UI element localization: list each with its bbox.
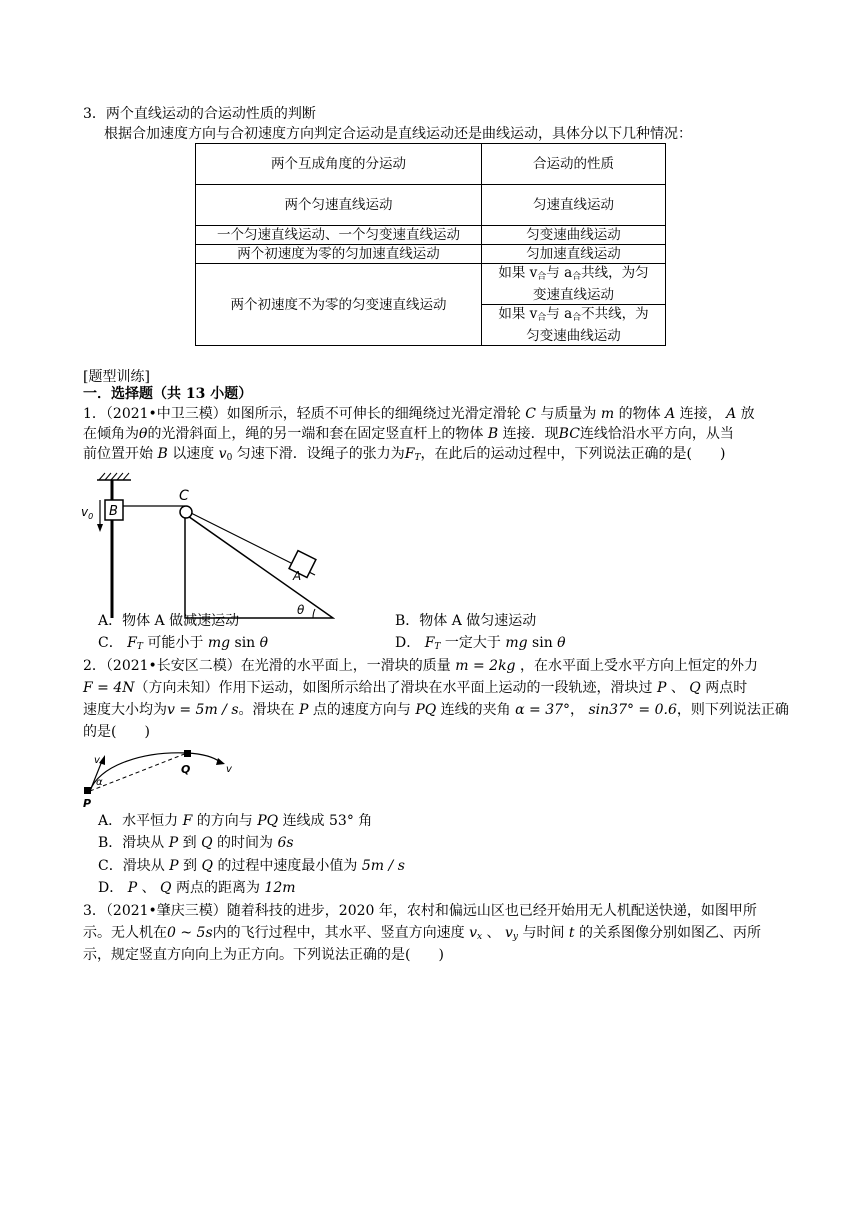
section-intro: 根据合加速度方向与合初速度方向判定合运动是直线运动还是曲线运动，具体分以下几种情况： — [104, 126, 692, 142]
fig-label-b: B — [109, 504, 118, 519]
q1-option-b[interactable]: B．物体 A 做匀速运动 — [395, 613, 537, 629]
q3-line3: 示，规定竖直方向向上为正方向。下列说法正确的是( ) — [83, 947, 444, 963]
q3-line2: 示。无人机在0 ~ 5s内的飞行过程中，其水平、竖直方向速度 $v_x$ 、 $v_y$ 与时间 t 的关系图像分别如图乙、丙所 — [83, 925, 762, 942]
table-cell: 匀变速曲线运动 — [482, 226, 666, 245]
q1-option-d[interactable]: D． $F_T$ 一定大于 mg sin θ — [395, 635, 566, 652]
q2-option-c[interactable]: C．滑块从 P 到 Q 的过程中速度最小值为 5m / s — [98, 858, 405, 874]
table-cell: 两个初速度不为零的匀变速直线运动 — [196, 264, 482, 346]
q2-option-a[interactable]: A．水平恒力 F 的方向与 PQ 连线成 53° 角 — [98, 813, 373, 829]
table-cell: 两个匀速直线运动 — [196, 185, 482, 226]
fig-label-theta: θ — [297, 603, 305, 617]
training-label: [题型训练] — [83, 369, 150, 385]
table-cell: 如果 $v_合$与 $a_合$共线，为匀 变速直线运动 — [482, 264, 666, 305]
fig-label-c: C — [179, 488, 189, 504]
fig-label-q: Q — [181, 763, 191, 776]
table-cell: 如果 $v_合$与 $a_合$不共线，为 匀变速曲线运动 — [482, 305, 666, 346]
q1-figure — [75, 470, 335, 620]
q2-line2: F = 4N（方向未知）作用下运动，如图所示给出了滑块在水平面上运动的一段轨迹，滑块过 P 、 Q 两点时 — [83, 680, 748, 696]
q1-option-a[interactable]: A．物体 A 做减速运动 — [98, 613, 240, 629]
q1-option-c[interactable]: C． $F_T$ 可能小于 mg sin θ — [98, 635, 269, 652]
fig-label-alpha: α — [96, 777, 103, 788]
q1-line2: 在倾角为θ的光滑斜面上，绳的另一端和套在固定竖直杆上的物体 B 连接．现BC连线恰沿水平方向，从当 — [83, 426, 734, 442]
fig-label-v0: $v_0$ — [81, 505, 94, 521]
q2-line1: 2．（2021•长安区二模）在光滑的水平面上，一滑块的质量 m = 2kg ，在水平面上受水平方向上恒定的外力 — [83, 658, 758, 674]
fig-label-v: v — [94, 755, 100, 766]
table-cell: 匀加速直线运动 — [482, 245, 666, 264]
table-header: 合运动的性质 — [482, 144, 666, 185]
fig-label-v: v — [226, 764, 232, 775]
q1-line3: 前位置开始 B 以速度 $v_0$ 匀速下滑．设绳子的张力为$F_T$，在此后的运动过程中，下列说法正确的是( ) — [83, 446, 726, 463]
choice-heading: 一．选择题（共 13 小题） — [83, 386, 253, 402]
q2-line3: 速度大小均为v = 5m / s。滑块在 P 点的速度方向与 PQ 连线的夹角 α = 37°， sin37° = 0.6，则下列说法正确 — [83, 702, 789, 718]
q2-option-b[interactable]: B．滑块从 P 到 Q 的时间为 6s — [98, 835, 294, 851]
q2-option-d[interactable]: D． P 、 Q 两点的距离为 12m — [98, 880, 296, 896]
section-heading: 3．两个直线运动的合运动性质的判断 — [83, 106, 316, 122]
fig-label-p: P — [83, 797, 92, 810]
q1-line1: 1．（2021•中卫三模）如图所示，轻质不可伸长的细绳绕过光滑定滑轮 C 与质量为 m 的物体 A 连接， A 放 — [83, 406, 755, 422]
q2-line4: 的是( ) — [83, 724, 150, 740]
q2-figure — [80, 745, 240, 810]
table-header: 两个互成角度的分运动 — [196, 144, 482, 185]
fig-label-a: A — [293, 569, 302, 583]
q3-line1: 3．（2021•肇庆三模）随着科技的进步，2020 年，农村和偏远山区也已经开始用无人机配送快递，如图甲所 — [83, 903, 757, 919]
table-cell: 两个初速度为零的匀加速直线运动 — [196, 245, 482, 264]
table-cell: 一个匀速直线运动、一个匀变速直线运动 — [196, 226, 482, 245]
motion-table — [195, 143, 666, 346]
table-cell: 匀速直线运动 — [482, 185, 666, 226]
